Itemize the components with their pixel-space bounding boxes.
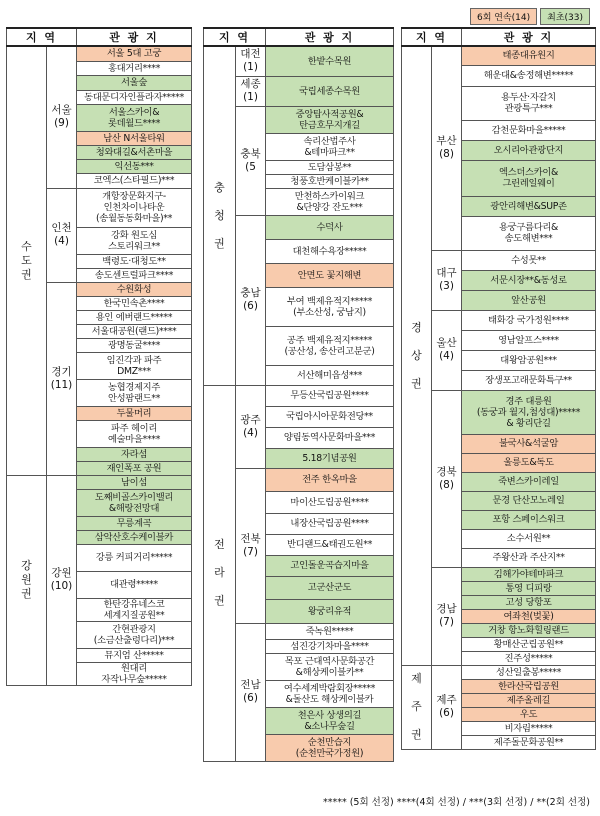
- attraction-cell: 반디랜드&태권도원**: [266, 534, 394, 555]
- attraction-cell: 부여 백제유적지***** (부소산성, 궁남지): [266, 287, 394, 326]
- attraction-cell: 용인 에버랜드*****: [77, 310, 192, 324]
- table-row: [204, 385, 394, 406]
- attraction-cell: 한밭수목원: [266, 46, 394, 76]
- legend: [470, 8, 590, 25]
- table-row: [7, 46, 192, 61]
- attraction-cell: 앞산공원: [462, 290, 596, 310]
- header-row: [402, 28, 596, 46]
- attraction-cell: 재인폭포 공원: [77, 461, 192, 475]
- region-label: 전남 (6): [236, 623, 266, 761]
- table-row: [204, 46, 394, 76]
- attraction-cell: 안면도 꽃지해변: [266, 263, 394, 287]
- attraction-cell: 포항 스페이스워크: [462, 510, 596, 529]
- attraction-cell: 송도센트럴파크****: [77, 268, 192, 282]
- legend-consecutive6: 6회 연속(14): [470, 8, 537, 25]
- column-1: [6, 27, 191, 686]
- attraction-cell: 서산해미읍성***: [266, 365, 394, 385]
- attraction-cell: 주왕산과 주산지**: [462, 548, 596, 567]
- region-label: 전북 (7): [236, 468, 266, 623]
- attraction-cell: 고인돌운곡습지마을: [266, 555, 394, 576]
- attraction-cell: 황매산군립공원**: [462, 637, 596, 651]
- attraction-cell: 전주 한옥마을: [266, 468, 394, 491]
- attraction-cell: 코엑스(스타필드)***: [77, 173, 192, 188]
- attraction-cell: 소수서원**: [462, 529, 596, 548]
- region-label: 강원 (10): [47, 475, 77, 685]
- attraction-cell: 한라산국립공원: [462, 679, 596, 693]
- attraction-cell: 순천만습지 (순천만국가정원): [266, 734, 394, 761]
- attraction-cell: 서울스카이& 롯데월드****: [77, 104, 192, 131]
- attraction-cell: 죽변스카이레일: [462, 472, 596, 491]
- attraction-cell: 태화강 국가정원****: [462, 310, 596, 330]
- attraction-cell: 비자림*****: [462, 721, 596, 735]
- attraction-cell: 제주올레길: [462, 693, 596, 707]
- attraction-cell: 울릉도&독도: [462, 453, 596, 472]
- attraction-cell: 삼악산호수케이블카: [77, 530, 192, 544]
- attraction-cell: 수덕사: [266, 215, 394, 239]
- header-attraction: 관 광 지: [266, 28, 394, 46]
- attraction-cell: 거창 항노화힐링랜드: [462, 623, 596, 637]
- table-row: [402, 310, 596, 330]
- attraction-cell: 서울숲: [77, 75, 192, 90]
- region-label: 광주 (4): [236, 385, 266, 468]
- attraction-cell: 김해가야테마파크: [462, 567, 596, 581]
- region-label: 충북 (5: [236, 106, 266, 215]
- region-label: 세종 (1): [236, 76, 266, 106]
- region-label: 대구 (3): [432, 250, 462, 310]
- attraction-cell: 간현관광지 (소금산출렁다리)***: [77, 621, 192, 648]
- zone-label: 전 라 권: [204, 385, 236, 761]
- attraction-cell: 대왕암공원***: [462, 350, 596, 370]
- attraction-cell: 농협경제지주 안성팜랜드**: [77, 379, 192, 406]
- region-label: 울산 (4): [432, 310, 462, 390]
- attraction-cell: 태종대유원지: [462, 46, 596, 65]
- zone-label: 충 청 권: [204, 46, 236, 385]
- attraction-cell: 임진각과 파주 DMZ***: [77, 352, 192, 379]
- attraction-cell: 엑스더스카이& 그린레일웨이: [462, 160, 596, 196]
- attraction-cell: 해운대&송정해변*****: [462, 65, 596, 86]
- attraction-cell: 남산 N서울타워: [77, 131, 192, 145]
- zone-label: 경 상 권: [402, 46, 432, 665]
- table-row: [402, 46, 596, 65]
- region-label: 충남 (6): [236, 215, 266, 385]
- attraction-cell: 남이섬: [77, 475, 192, 489]
- attraction-cell: 여수세계박람회장***** &돌산도 해상케이블카: [266, 680, 394, 707]
- attraction-cell: 한국민속촌****: [77, 296, 192, 310]
- attraction-cell: 내장산국립공원****: [266, 513, 394, 534]
- attraction-cell: 청와대길&서촌마을: [77, 145, 192, 159]
- attraction-cell: 천은사 상생의길 &소나무숲길: [266, 707, 394, 734]
- attraction-cell: 무등산국립공원****: [266, 385, 394, 406]
- attraction-cell: 서울대공원(랜드)****: [77, 324, 192, 338]
- attraction-cell: 오시리아관광단지: [462, 140, 596, 160]
- attraction-cell: 대천해수욕장*****: [266, 239, 394, 263]
- attraction-cell: 양림동역사문화마을***: [266, 427, 394, 448]
- legend-first: 최초(33): [540, 8, 590, 25]
- attraction-cell: 진주성*****: [462, 651, 596, 665]
- region-label: 서울 (9): [47, 46, 77, 188]
- footnote: ***** (5회 선정) ****(4회 선정) / ***(3회 선정) / **(2회 선정): [322, 797, 590, 808]
- header-attraction: 관 광 지: [462, 28, 596, 46]
- attraction-cell: 왕궁리유적: [266, 599, 394, 623]
- attraction-cell: 광명동굴****: [77, 338, 192, 352]
- attraction-cell: 뮤지엄 산*****: [77, 648, 192, 662]
- attraction-cell: 청풍호반케이블카**: [266, 174, 394, 188]
- column-2: [203, 27, 393, 762]
- attraction-cell: 서문시장**&동성로: [462, 270, 596, 290]
- attraction-cell: 성산일출봉*****: [462, 665, 596, 679]
- region-label: 경북 (8): [432, 390, 462, 567]
- region-label: 부산 (8): [432, 46, 462, 250]
- attraction-cell: 5.18기념공원: [266, 448, 394, 468]
- attraction-cell: 무릉계곡: [77, 516, 192, 530]
- attraction-cell: 국립아시아문화전당**: [266, 406, 394, 427]
- region-label: 경기 (11): [47, 282, 77, 475]
- region-label: 대전 (1): [236, 46, 266, 76]
- attraction-cell: 제주돌문화공원**: [462, 735, 596, 749]
- header-row: [7, 28, 192, 46]
- attraction-cell: 경주 대릉원 (동궁과 월지,첨성대)***** & 황리단길: [462, 390, 596, 434]
- attraction-cell: 서울 5대 고궁: [77, 46, 192, 61]
- attraction-cell: 여좌천(벚꽃): [462, 609, 596, 623]
- attraction-cell: 고성 당항포: [462, 595, 596, 609]
- attraction-cell: 파주 헤이리 예술마을****: [77, 420, 192, 447]
- region-label: 경남 (7): [432, 567, 462, 665]
- header-area: 지 역: [204, 28, 266, 46]
- attraction-cell: 속리산법주사 &테마파크**: [266, 133, 394, 160]
- attraction-cell: 백령도·대청도**: [77, 254, 192, 268]
- attraction-cell: 개항장문화지구- 인천차이나타운 (송월동동화마을)**: [77, 188, 192, 227]
- attraction-cell: 공주 백제유적지***** (공산성, 송산리고분군): [266, 326, 394, 365]
- attraction-cell: 수성못**: [462, 250, 596, 270]
- attraction-cell: 목포 근대역사문화공간 &해상케이블카**: [266, 653, 394, 680]
- attraction-cell: 강릉 커피거리*****: [77, 544, 192, 571]
- attraction-cell: 통영 디피랑: [462, 581, 596, 595]
- attraction-cell: 광안리해변&SUP존: [462, 196, 596, 216]
- attraction-cell: 우도: [462, 707, 596, 721]
- column-3: [401, 27, 595, 750]
- attraction-cell: 용두산·자갈치 관광특구***: [462, 86, 596, 120]
- attraction-cell: 도담삼봉**: [266, 160, 394, 174]
- attraction-cell: 동대문디자인플라자*****: [77, 90, 192, 104]
- attraction-cell: 두물머리: [77, 406, 192, 420]
- attractions-table: [203, 27, 394, 762]
- header-row: [204, 28, 394, 46]
- attraction-cell: 원대리 자작나무숲*****: [77, 662, 192, 685]
- table-row: [402, 390, 596, 434]
- attraction-cell: 만천하스카이워크 &단양강 잔도***: [266, 188, 394, 215]
- header-area: 지 역: [7, 28, 77, 46]
- attraction-cell: 도째비골스카이밸리 &해랑전망대: [77, 489, 192, 516]
- attraction-cell: 대관령*****: [77, 571, 192, 598]
- zone-label: 제 주 권: [402, 665, 432, 749]
- region-label: 제주 (6): [432, 665, 462, 749]
- attraction-cell: 자라섬: [77, 447, 192, 461]
- zone-label: 강 원 권: [7, 475, 47, 685]
- attraction-cell: 용궁구름다리& 송도해변***: [462, 216, 596, 250]
- attraction-cell: 홍대거리****: [77, 61, 192, 75]
- attractions-table: [6, 27, 192, 686]
- header-attraction: 관 광 지: [77, 28, 192, 46]
- attraction-cell: 영남알프스****: [462, 330, 596, 350]
- attraction-cell: 한탄강유네스코 세계지질공원**: [77, 598, 192, 621]
- table-row: [402, 665, 596, 679]
- attractions-table: [401, 27, 596, 750]
- table-row: [7, 475, 192, 489]
- table-row: [402, 250, 596, 270]
- attraction-cell: 마이산도립공원****: [266, 491, 394, 513]
- table-row: [402, 567, 596, 581]
- attraction-cell: 장생포고래문화특구**: [462, 370, 596, 390]
- attraction-cell: 문경 단산모노레일: [462, 491, 596, 510]
- attraction-cell: 수원화성: [77, 282, 192, 296]
- zone-label: 수 도 권: [7, 46, 47, 475]
- attraction-cell: 감천문화마을*****: [462, 120, 596, 140]
- attraction-cell: 국립세종수목원: [266, 76, 394, 106]
- attraction-cell: 익선동***: [77, 159, 192, 173]
- header-area: 지 역: [402, 28, 462, 46]
- attraction-cell: 섬진강기차마을****: [266, 639, 394, 653]
- attraction-cell: 불국사&석굴암: [462, 434, 596, 453]
- attraction-cell: 강화 원도심 스토리워크**: [77, 227, 192, 254]
- region-label: 인천 (4): [47, 188, 77, 282]
- attraction-cell: 중앙탑사적공원& 탄금호무지개길: [266, 106, 394, 133]
- attraction-cell: 고군산군도: [266, 576, 394, 599]
- attraction-cell: 죽녹원*****: [266, 623, 394, 639]
